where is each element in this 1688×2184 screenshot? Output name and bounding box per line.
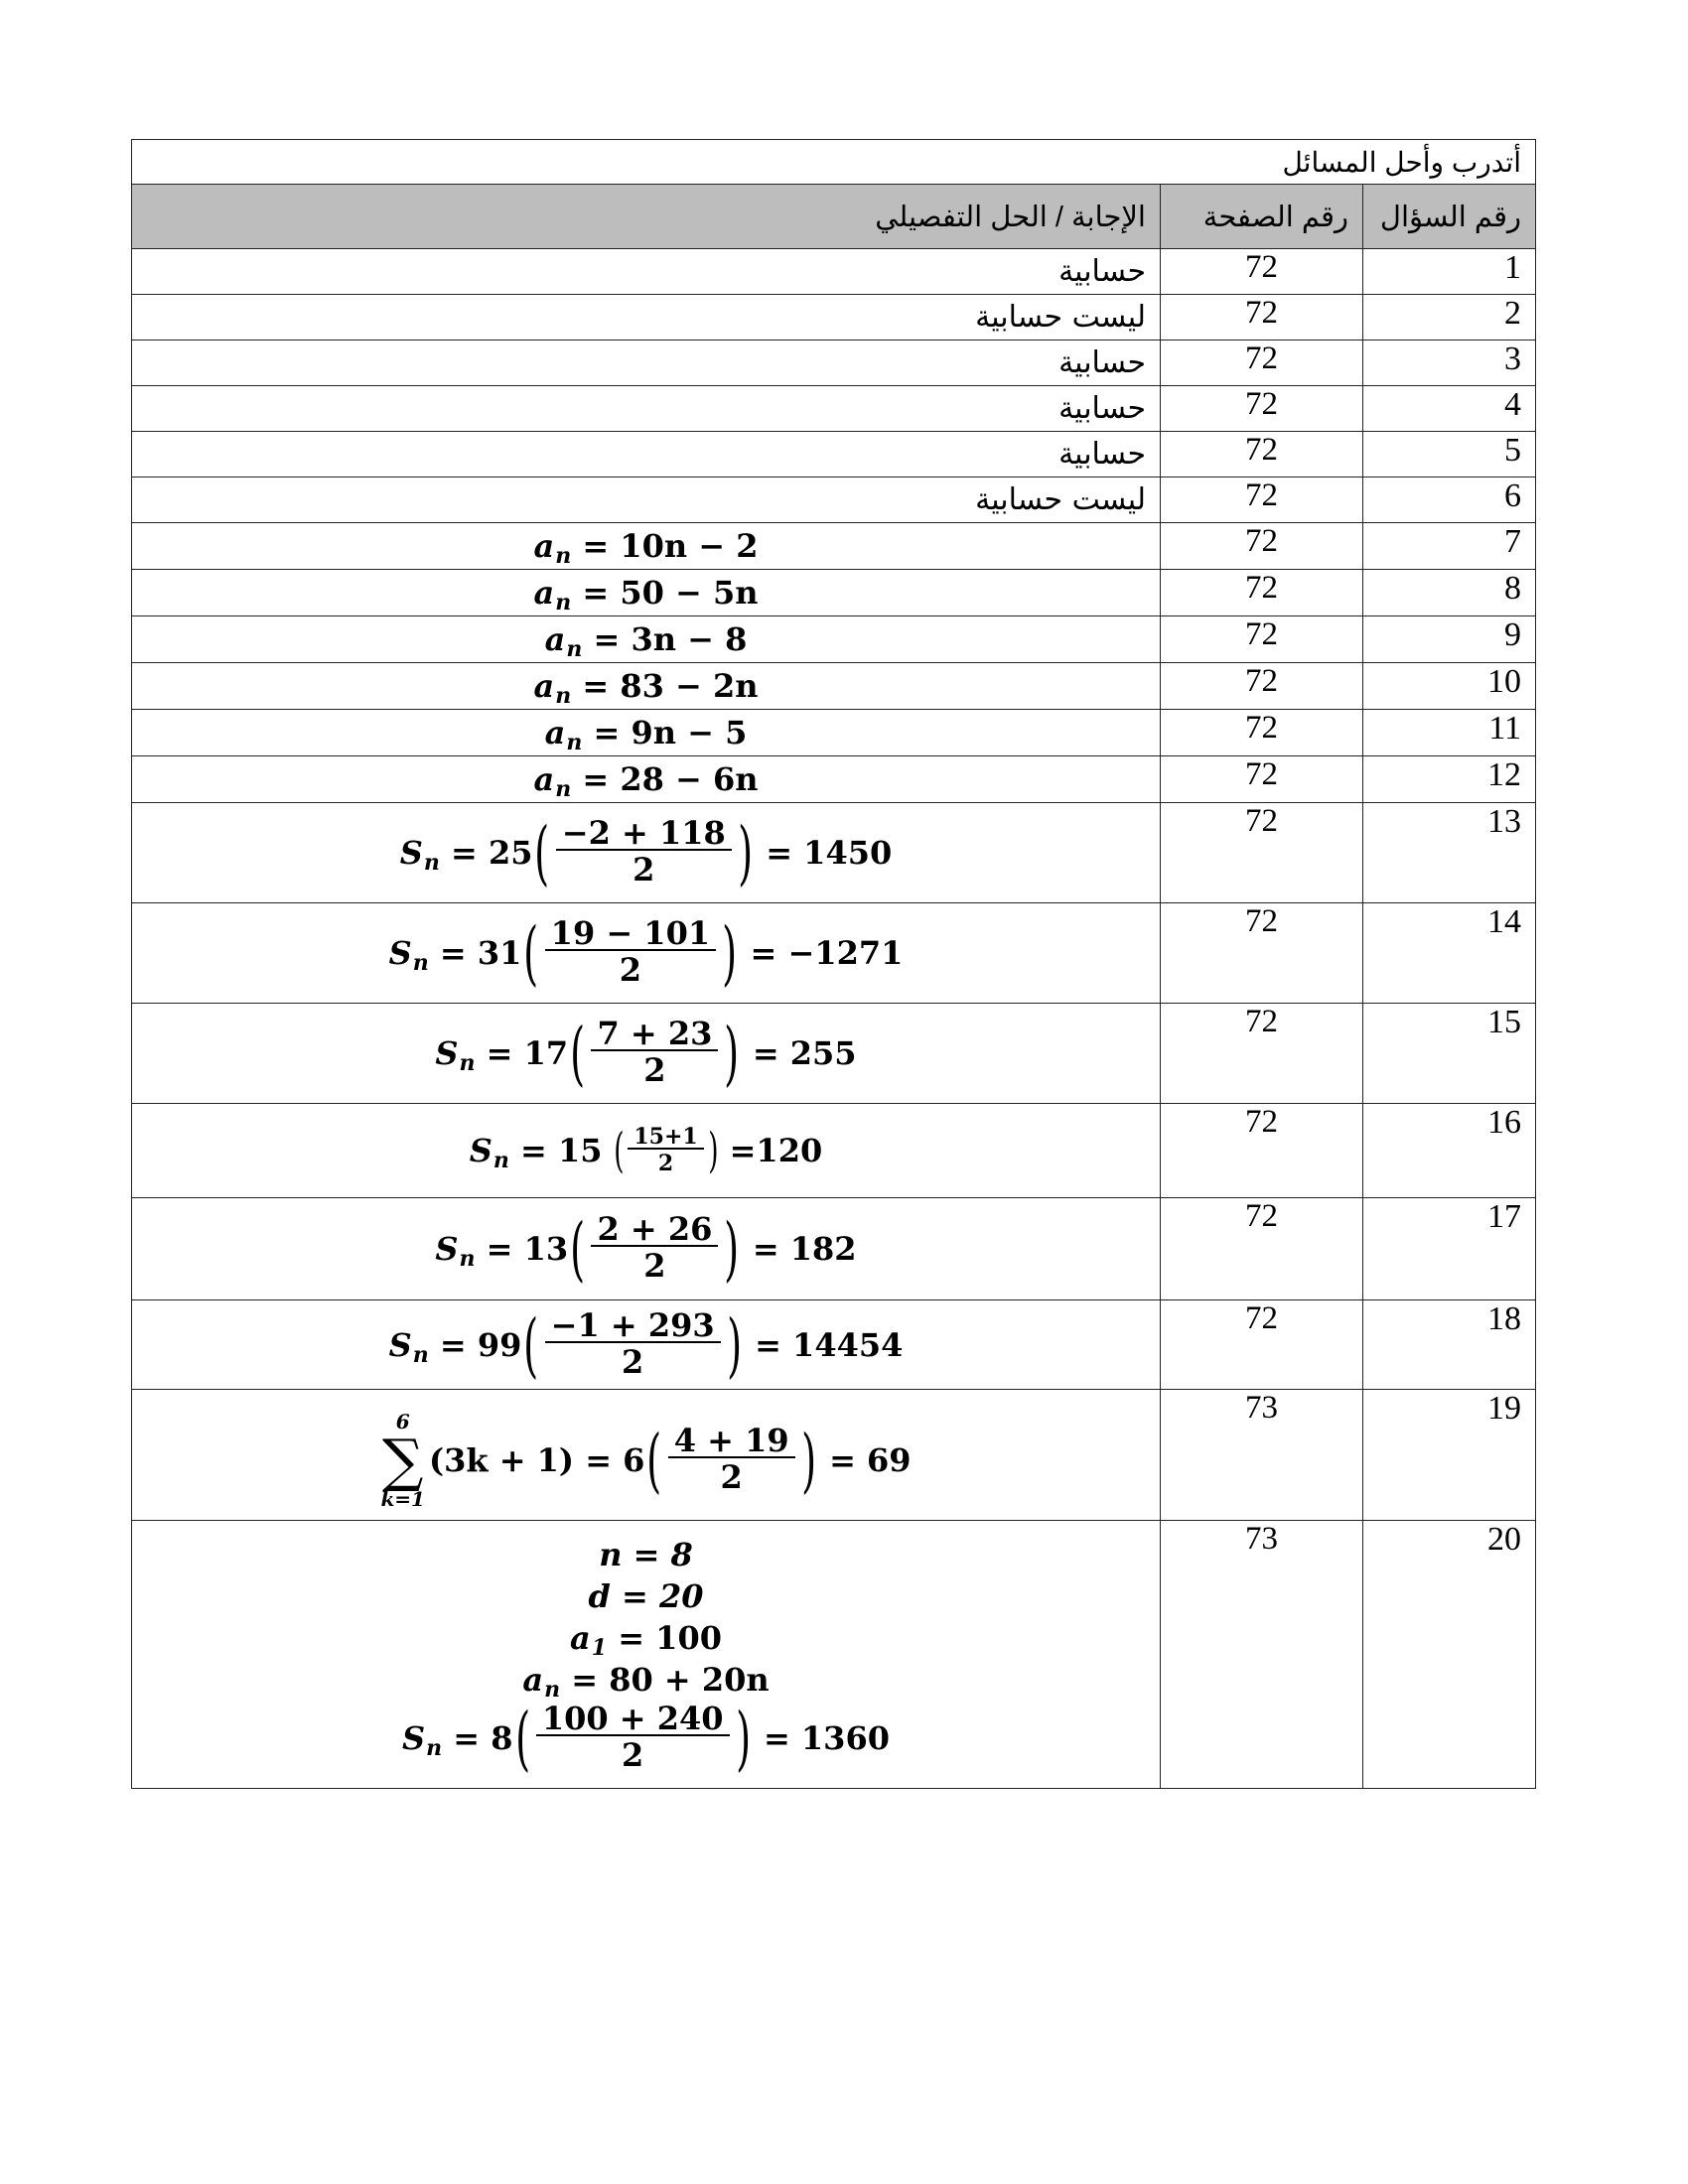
answer-formula: S n = 25 ( $\frac{-2 + 118}{2}$ ) = 1450	[132, 803, 1161, 903]
summation-sign: 6 ∑ k=1	[380, 1410, 425, 1511]
page-number: 72	[1161, 756, 1363, 803]
table-row	[132, 616, 1536, 663]
page-number: 72	[1161, 432, 1363, 478]
page-number: 72	[1161, 295, 1363, 341]
header-question-number: رقم السؤال	[1363, 185, 1536, 249]
table-title: أتدرب وأحل المسائل	[132, 140, 1536, 185]
fraction-denominator: 2	[622, 1735, 644, 1774]
answer-formula: S n = 13 ( $\frac{2 + 26}{2}$ ) = 182	[132, 1198, 1161, 1300]
formula-result: = 1360	[763, 1718, 890, 1757]
answer-formula: S n = 31 ( $\frac{19 - 101}{2}$ ) = −1271	[132, 903, 1161, 1004]
fraction-numerator: 7 + 23	[591, 1018, 718, 1051]
answer-formula: S n = 15 ( $\frac{15+1}{2}$ ) =120	[132, 1104, 1161, 1198]
sum-expression: (3k + 1) = 6	[428, 1441, 645, 1479]
page-number: 72	[1161, 903, 1363, 1004]
formula-coefficient: = 15	[520, 1132, 603, 1169]
question-number: 11	[1363, 710, 1536, 756]
fraction-numerator: 100 + 240	[536, 1703, 730, 1736]
question-number: 6	[1363, 478, 1536, 523]
answer-text: حسابية	[132, 386, 1161, 432]
formula-rhs: = 80 + 20n	[571, 1660, 770, 1699]
table-row	[132, 386, 1536, 432]
formula-rhs: = 10n − 2	[582, 526, 759, 565]
table-row	[132, 295, 1536, 341]
formula-line: d = 20	[588, 1576, 704, 1615]
question-number: 4	[1363, 386, 1536, 432]
fraction-numerator: 19 − 101	[545, 917, 716, 951]
table-row	[132, 710, 1536, 756]
page-number: 72	[1161, 478, 1363, 523]
table-row	[132, 903, 1536, 1004]
answer-formula: a n = 28 − 6n	[132, 756, 1161, 803]
page-number: 72	[1161, 523, 1363, 570]
formula-rhs: = 83 − 2n	[582, 666, 759, 705]
page-number: 72	[1161, 1198, 1363, 1300]
question-number: 19	[1363, 1390, 1536, 1521]
formula-result: = 255	[752, 1034, 857, 1072]
title-row	[132, 140, 1536, 185]
table-row	[132, 341, 1536, 386]
answer-formula: a n = 9n − 5	[132, 710, 1161, 756]
fraction-denominator: 2	[619, 951, 642, 990]
question-number: 18	[1363, 1300, 1536, 1390]
formula-line: n = 8	[599, 1535, 693, 1573]
formula-coefficient: = 8	[453, 1718, 513, 1757]
question-number: 17	[1363, 1198, 1536, 1300]
question-number: 15	[1363, 1004, 1536, 1104]
question-number: 8	[1363, 570, 1536, 616]
question-number: 10	[1363, 663, 1536, 710]
table-row	[132, 523, 1536, 570]
question-number: 3	[1363, 341, 1536, 386]
answer-text: ليست حسابية	[132, 478, 1161, 523]
page-number: 72	[1161, 710, 1363, 756]
table-row	[132, 478, 1536, 523]
fraction-denominator: 2	[622, 1342, 644, 1381]
page-number: 72	[1161, 249, 1363, 295]
formula-rhs: = 100	[618, 1618, 722, 1657]
question-number: 12	[1363, 756, 1536, 803]
answer-text: حسابية	[132, 249, 1161, 295]
answer-formula: a n = 83 − 2n	[132, 663, 1161, 710]
sum-lower-limit: k=1	[380, 1487, 425, 1511]
page-number: 72	[1161, 803, 1363, 903]
header-row	[132, 185, 1536, 249]
page-number: 72	[1161, 1104, 1363, 1198]
table-row	[132, 570, 1536, 616]
formula-rhs: = 50 − 5n	[582, 573, 759, 612]
header-answer: الإجابة / الحل التفصيلي	[132, 185, 1161, 249]
formula-coefficient: = 13	[486, 1230, 569, 1268]
page-number: 72	[1161, 386, 1363, 432]
question-number: 1	[1363, 249, 1536, 295]
sum-upper-limit: 6	[395, 1410, 410, 1433]
fraction-denominator: 2	[720, 1458, 743, 1497]
formula-rhs: = 28 − 6n	[582, 759, 759, 798]
formula-coefficient: = 17	[486, 1034, 569, 1072]
answer-formula: a n = 3n − 8	[132, 616, 1161, 663]
formula-rhs: = 9n − 5	[593, 713, 748, 751]
table-row	[132, 803, 1536, 903]
fraction-denominator: 2	[643, 1051, 666, 1090]
table-row	[132, 1004, 1536, 1104]
page-number: 72	[1161, 616, 1363, 663]
table-row	[132, 249, 1536, 295]
fraction-numerator: −2 + 118	[556, 817, 732, 851]
question-number: 5	[1363, 432, 1536, 478]
question-number: 9	[1363, 616, 1536, 663]
question-number: 13	[1363, 803, 1536, 903]
table-row	[132, 1300, 1536, 1390]
formula-coefficient: = 25	[451, 834, 533, 872]
fraction-denominator: 2	[657, 1150, 674, 1176]
table-row	[132, 1104, 1536, 1198]
page-number: 72	[1161, 570, 1363, 616]
answers-table	[131, 139, 1536, 1789]
answer-formula: 6 ∑ k=1 (3k + 1) = 6 ( $\frac{4 + 19}{2}$ ) = 69	[132, 1390, 1161, 1521]
answer-text: حسابية	[132, 432, 1161, 478]
question-number: 2	[1363, 295, 1536, 341]
page-number: 73	[1161, 1390, 1363, 1521]
table-row	[132, 1390, 1536, 1521]
formula-result: = 14454	[755, 1325, 904, 1364]
page-number: 72	[1161, 341, 1363, 386]
formula-result: = 182	[752, 1230, 857, 1268]
page-number: 72	[1161, 1300, 1363, 1390]
table-row	[132, 432, 1536, 478]
question-number: 7	[1363, 523, 1536, 570]
table-row	[132, 756, 1536, 803]
formula-result: = −1271	[750, 934, 904, 972]
question-number: 20	[1363, 1521, 1536, 1789]
formula-result: = 1450	[766, 834, 893, 872]
fraction-denominator: 2	[643, 1247, 666, 1286]
answer-formula: a n = 50 − 5n	[132, 570, 1161, 616]
formula-coefficient: = 99	[439, 1325, 522, 1364]
answer-formula: S n = 99 ( $\frac{-1 + 293}{2}$ ) = 14454	[132, 1300, 1161, 1390]
question-number: 16	[1363, 1104, 1536, 1198]
fraction-numerator: −1 + 293	[545, 1309, 721, 1343]
formula-coefficient: = 31	[439, 934, 522, 972]
answer-text: ليست حسابية	[132, 295, 1161, 341]
header-page-number: رقم الصفحة	[1161, 185, 1363, 249]
fraction-numerator: 4 + 19	[668, 1425, 795, 1458]
page-number: 72	[1161, 1004, 1363, 1104]
table-row	[132, 1521, 1536, 1789]
answer-text: حسابية	[132, 341, 1161, 386]
page-number: 73	[1161, 1521, 1363, 1789]
answer-formula: a n = 10n − 2	[132, 523, 1161, 570]
formula-result: = 69	[829, 1441, 912, 1479]
formula-rhs: = 3n − 8	[593, 619, 748, 658]
fraction-denominator: 2	[633, 851, 655, 889]
table-row	[132, 663, 1536, 710]
page-number: 72	[1161, 663, 1363, 710]
fraction-numerator: 15+1	[628, 1126, 703, 1150]
answer-formula-block: n = 8 d = 20 a 1 = 100 a n = 80 + 20n S n = 8 ( $\frac{100 + 240}{2}$ ) = 1360	[132, 1521, 1161, 1789]
table-row	[132, 1198, 1536, 1300]
question-number: 14	[1363, 903, 1536, 1004]
answer-formula: S n = 17 ( $\frac{7 + 23}{2}$ ) = 255	[132, 1004, 1161, 1104]
fraction-numerator: 2 + 26	[591, 1213, 718, 1247]
formula-result: =120	[729, 1132, 823, 1169]
